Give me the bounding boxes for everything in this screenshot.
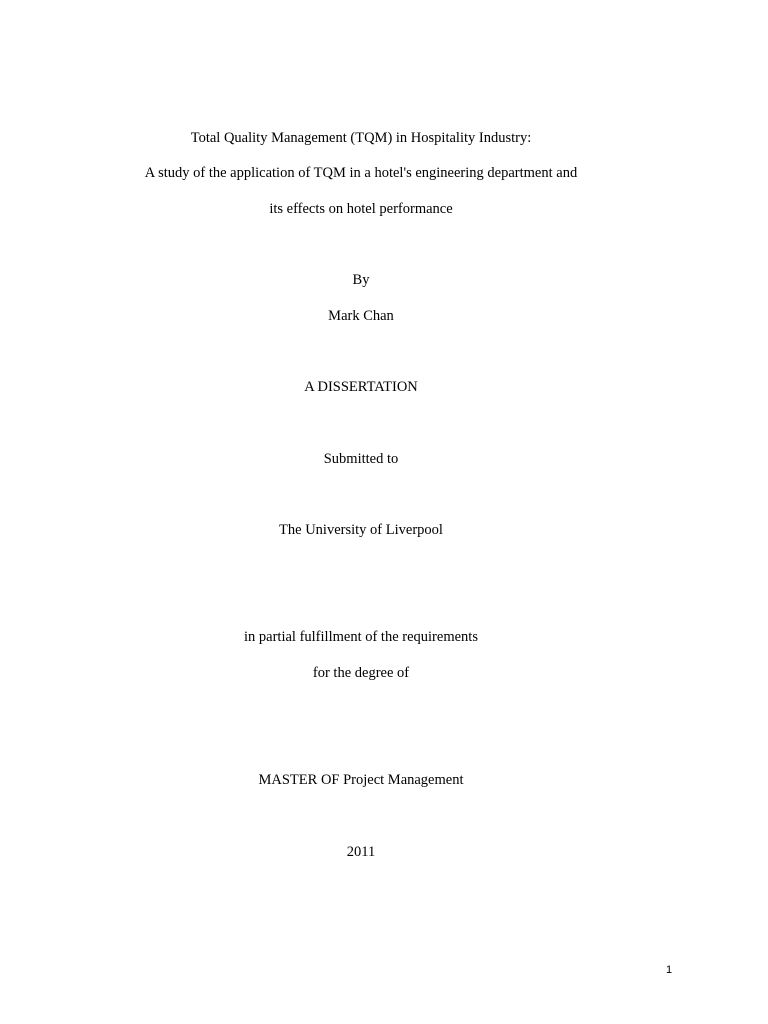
degree-of-line: for the degree of [312, 665, 410, 681]
title-line-1: Total Quality Management (TQM) in Hospitality Industry: [190, 130, 532, 146]
institution-name: The University of Liverpool [279, 522, 443, 538]
title-line-2: A study of the application of TQM in a hotel's engineering department and [144, 165, 578, 181]
author-name: Mark Chan [328, 308, 394, 324]
by-label: By [352, 272, 370, 288]
fulfillment-line: in partial fulfillment of the requirements [244, 629, 478, 645]
submission-year: 2011 [346, 844, 376, 860]
degree-name: MASTER OF Project Management [258, 772, 464, 788]
title-line-3: its effects on hotel performance [269, 201, 453, 217]
page-number: 1 [666, 964, 673, 976]
submitted-to-label: Submitted to [323, 451, 399, 467]
document-type: A DISSERTATION [304, 379, 418, 395]
